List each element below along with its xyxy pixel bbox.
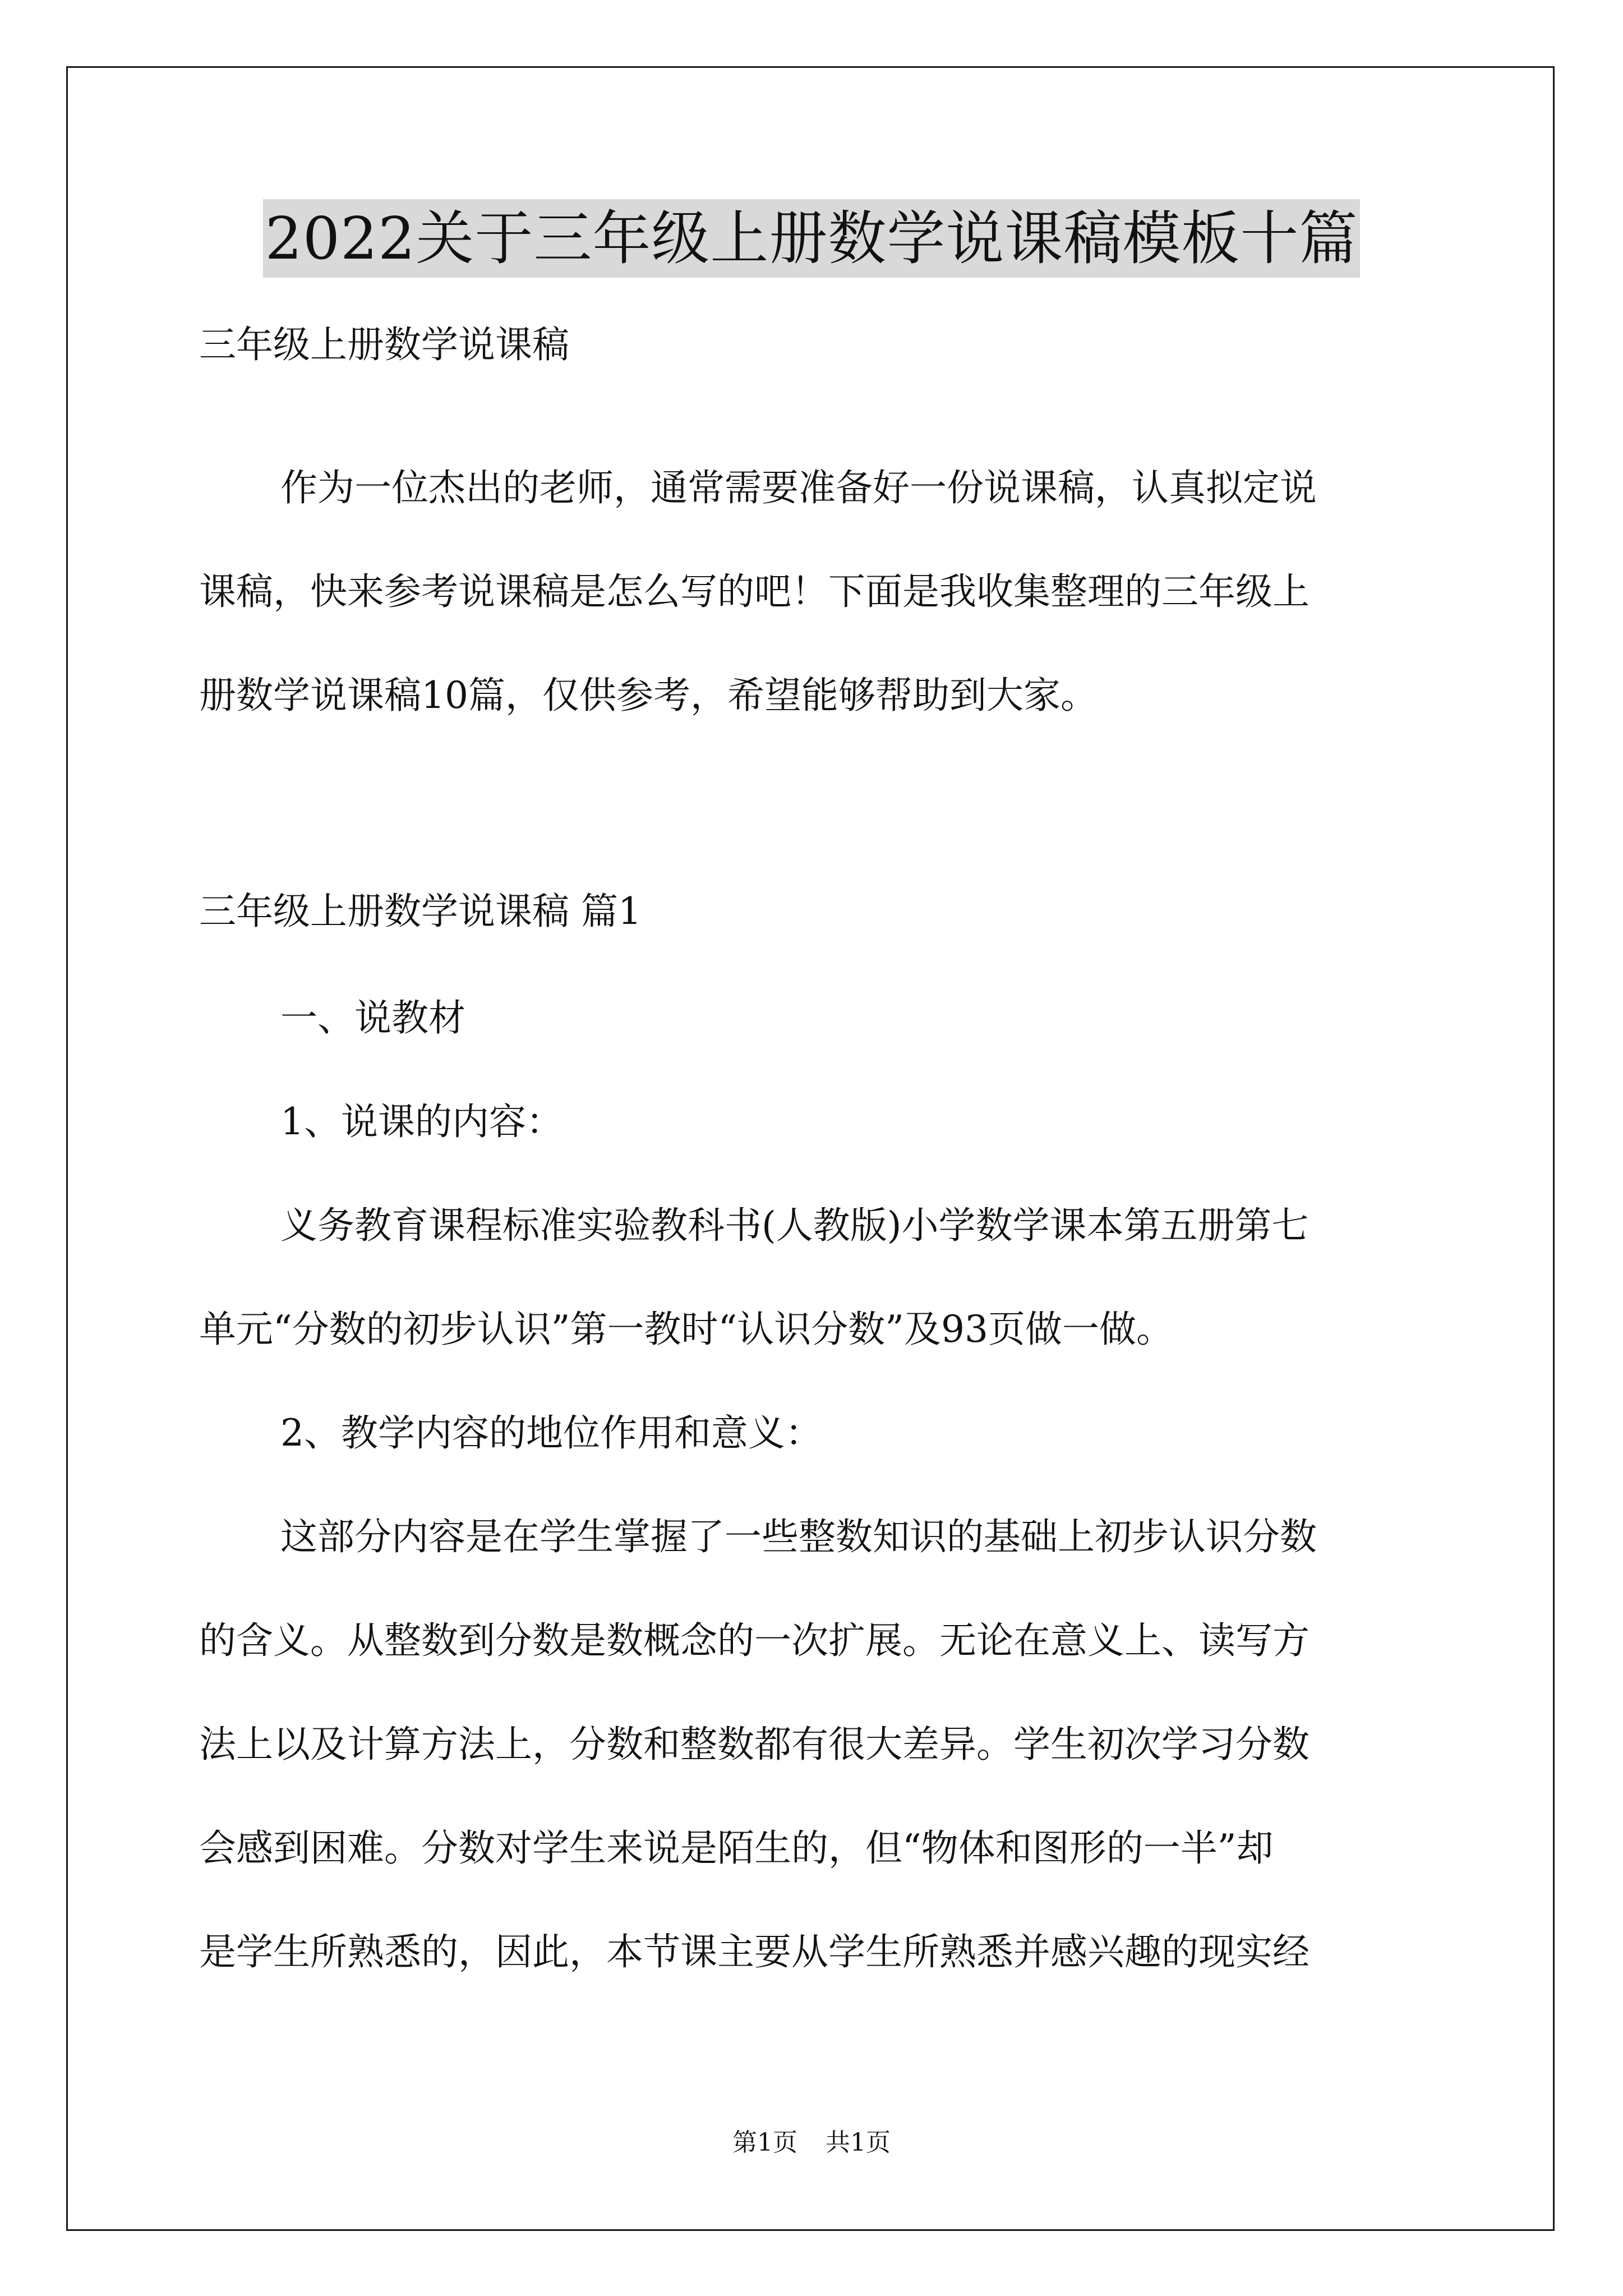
page-number: 第1页	[732, 2128, 797, 2157]
document-title: 2022关于三年级上册数学说课稿模板十篇	[263, 199, 1361, 278]
paragraph-line: 课稿，快来参考说课稿是怎么写的吧！下面是我收集整理的三年级上	[199, 570, 1310, 613]
paragraph-line: 是学生所熟悉的，因此，本节课主要从学生所熟悉并感兴趣的现实经	[199, 1930, 1310, 1973]
item-heading: 2、教学内容的地位作用和意义：	[280, 1411, 822, 1455]
page-total: 共1页	[826, 2128, 891, 2157]
subsection-heading: 一、说教材	[280, 996, 465, 1039]
paragraph-line: 的含义。从整数到分数是数概念的一次扩展。无论在意义上、读写方	[199, 1619, 1310, 1662]
section-heading: 三年级上册数学说课稿 篇1	[199, 890, 642, 933]
paragraph-line: 法上以及计算方法上，分数和整数都有很大差异。学生初次学习分数	[199, 1723, 1310, 1766]
title-container	[0, 199, 1623, 278]
page-footer	[0, 2126, 1623, 2160]
section-heading: 三年级上册数学说课稿	[199, 323, 569, 366]
page-border	[66, 66, 1555, 2231]
paragraph-line: 单元“分数的初步认识”第一教时“认识分数”及93页做一做。	[199, 1308, 1173, 1351]
paragraph-line: 作为一位杰出的老师，通常需要准备好一份说课稿，认真拟定说	[280, 466, 1317, 509]
paragraph-line: 义务教育课程标准实验教科书(人教版)小学数学课本第五册第七	[280, 1204, 1309, 1247]
item-heading: 1、说课的内容：	[280, 1100, 563, 1143]
paragraph-line: 这部分内容是在学生掌握了一些整数知识的基础上初步认识分数	[280, 1515, 1317, 1558]
paragraph-line: 册数学说课稿10篇，仅供参考，希望能够帮助到大家。	[199, 674, 1098, 717]
paragraph-line: 会感到困难。分数对学生来说是陌生的，但“物体和图形的一半”却	[199, 1826, 1274, 1870]
